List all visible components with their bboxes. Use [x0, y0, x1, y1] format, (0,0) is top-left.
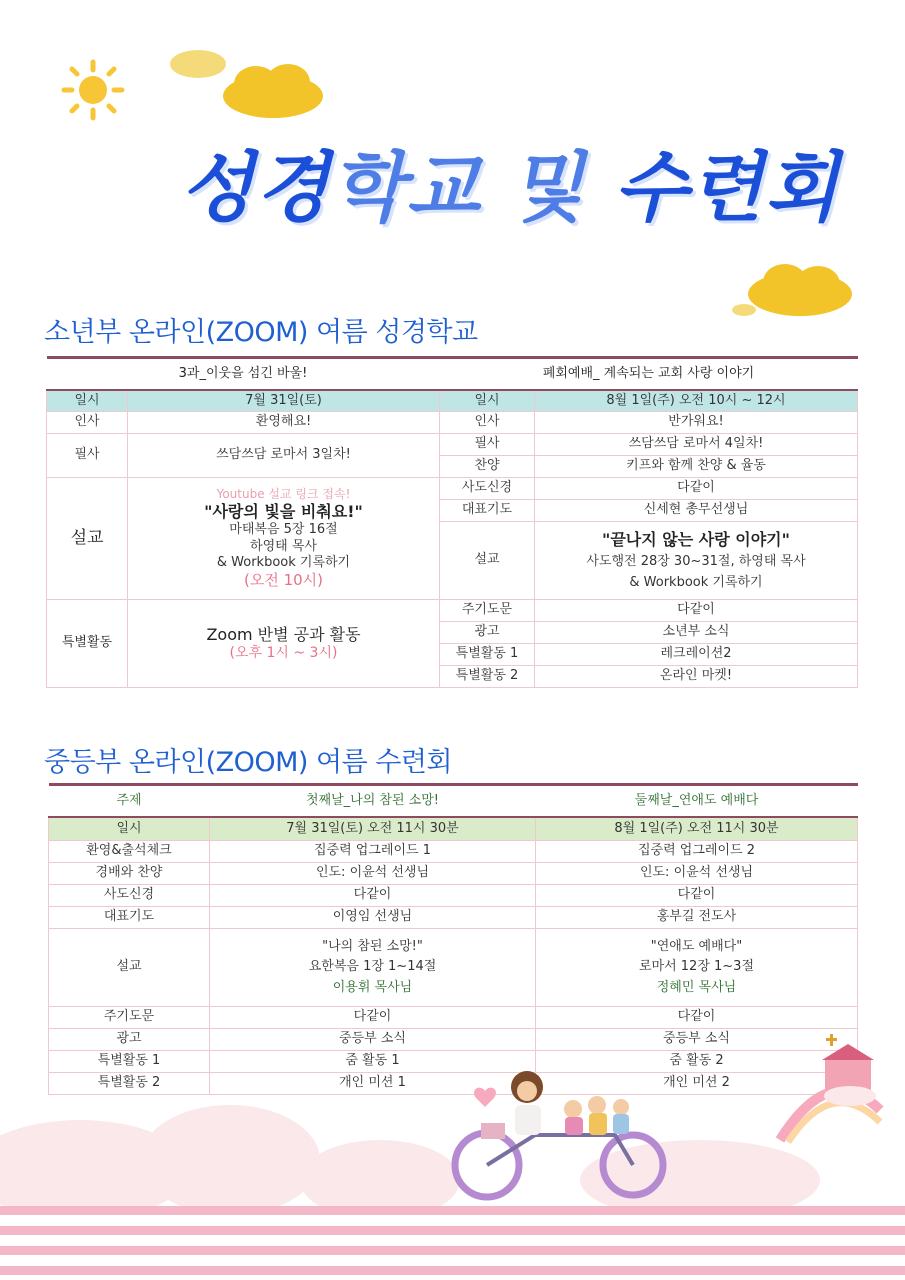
- right-date-label: 일시: [440, 390, 535, 412]
- left-sermon-label: 설교: [47, 478, 128, 600]
- row-day2: 줌 활동 2: [536, 1051, 858, 1073]
- row-day2: 중등부 소식: [536, 1029, 858, 1051]
- left-greeting-label: 인사: [47, 412, 128, 434]
- row-day1: 인도: 이윤석 선생님: [210, 863, 536, 885]
- activity-time: (오후 1시 ~ 3시): [229, 644, 338, 661]
- right-row-label: 필사: [440, 434, 535, 456]
- right-sermon-cell: [535, 522, 858, 600]
- row-day2: 인도: 이윤석 선생님: [536, 863, 858, 885]
- day1-theme: 첫째날_나의 참된 소망!: [210, 785, 536, 817]
- church-rainbow-icon: [770, 1030, 890, 1150]
- right-row-value: 소년부 소식: [535, 622, 858, 644]
- bottom-stripe: [0, 1266, 905, 1275]
- row-day1: 다같이: [210, 885, 536, 907]
- row-day2: 집중력 업그레이드 2: [536, 841, 858, 863]
- sermon-link-text: Youtube 설교 링크 접속!: [216, 487, 351, 502]
- bottom-stripe: [0, 1226, 905, 1235]
- sermon-title: "사랑의 빛을 비춰요!": [204, 502, 363, 522]
- day2-sermon-verse: 로마서 12장 1~3절: [638, 959, 755, 975]
- right-row-label: 광고: [440, 622, 535, 644]
- right-row-label: 인사: [440, 412, 535, 434]
- left-header: 3과_이웃을 섬긴 바울!: [47, 358, 440, 390]
- right-row-label: 사도신경: [440, 478, 535, 500]
- section1-schedule-table: [46, 356, 858, 688]
- left-greeting-value: 환영해요!: [128, 412, 440, 434]
- row-day1: 다같이: [210, 1007, 536, 1029]
- day1-sermon-pastor: 이용휘 목사님: [332, 979, 413, 995]
- day1-sermon-title: "나의 참된 소망!": [322, 939, 423, 955]
- right-header: 폐회예배_ 계속되는 교회 사랑 이야기: [440, 358, 858, 390]
- day1-date: 7월 31일(토) 오전 11시 30분: [210, 817, 536, 841]
- sermon-verse: 마태복음 5장 16절: [229, 522, 338, 538]
- right-row-value: 온라인 마켓!: [535, 666, 858, 688]
- row-label: 환영&출석체크: [49, 841, 210, 863]
- row-day2: 다같이: [536, 1007, 858, 1029]
- right-row-label: 주기도문: [440, 600, 535, 622]
- page-title: [180, 143, 880, 232]
- right-row-value: 반가워요!: [535, 412, 858, 434]
- section1-title: 소년부 온라인(ZOOM) 여름 성경학교: [44, 317, 478, 348]
- left-sermon-cell: [128, 478, 440, 600]
- bicycle-illustration-icon: [445, 1065, 670, 1205]
- section2-title: 중등부 온라인(ZOOM) 여름 수련회: [44, 747, 453, 778]
- row-day2: 개인 미션 2: [536, 1073, 858, 1095]
- right-row-value: 다같이: [535, 600, 858, 622]
- sermon-pastor: 하영태 목사: [250, 538, 317, 554]
- right-row-value: 쓰담쓰담 로마서 4일차!: [535, 434, 858, 456]
- row-label: 특별활동 2: [49, 1073, 210, 1095]
- left-activity-label: 특별활동: [47, 600, 128, 688]
- date-label: 일시: [49, 817, 210, 841]
- right-row-label: 특별활동 1: [440, 644, 535, 666]
- sermon-workbook: & Workbook 기록하기: [216, 554, 351, 570]
- right-row-value: 신세현 총무선생님: [535, 500, 858, 522]
- activity-value: Zoom 반별 공과 활동: [206, 624, 361, 644]
- right-sermon-verse: 사도행전 28장 30~31절, 하영태 목사: [586, 554, 806, 570]
- right-row-value: 키프와 함께 찬양 & 율동: [535, 456, 858, 478]
- sermon-label: 설교: [49, 929, 210, 1007]
- day1-sermon-verse: 요한복음 1장 1~14절: [308, 959, 437, 975]
- right-row-value: 다같이: [535, 478, 858, 500]
- row-day2: 다같이: [536, 885, 858, 907]
- row-day1: 개인 미션 1: [210, 1073, 536, 1095]
- left-activity-cell: [128, 600, 440, 688]
- row-day1: 이영임 선생님: [210, 907, 536, 929]
- right-sermon-title: "끝나지 않는 사랑 이야기": [602, 530, 790, 550]
- right-date-value: 8월 1일(주) 오전 10시 ~ 12시: [535, 390, 858, 412]
- day2-sermon-pastor: 정혜민 목사님: [656, 979, 737, 995]
- row-day2: 홍부길 전도사: [536, 907, 858, 929]
- title-part-1: 성경: [180, 143, 331, 232]
- left-copy-label: 필사: [47, 434, 128, 478]
- theme-label: 주제: [49, 785, 210, 817]
- left-date-label: 일시: [47, 390, 128, 412]
- row-label: 특별활동 1: [49, 1051, 210, 1073]
- left-date-value: 7월 31일(토): [128, 390, 440, 412]
- day1-sermon-cell: [210, 929, 536, 1007]
- row-day1: 중등부 소식: [210, 1029, 536, 1051]
- title-part-3: 수련회: [614, 143, 841, 232]
- right-row-label: 대표기도: [440, 500, 535, 522]
- section2-schedule-table: [48, 783, 858, 1095]
- cloud-icon: [168, 44, 328, 124]
- right-row-value: 레크레이션2: [535, 644, 858, 666]
- day2-sermon-cell: [536, 929, 858, 1007]
- title-part-2: 학교 및: [330, 143, 615, 232]
- left-copy-value: 쓰담쓰담 로마서 3일차!: [128, 434, 440, 478]
- row-day1: 집중력 업그레이드 1: [210, 841, 536, 863]
- sun-icon: [58, 58, 128, 122]
- row-label: 경배와 찬양: [49, 863, 210, 885]
- right-row-label: 찬양: [440, 456, 535, 478]
- row-label: 대표기도: [49, 907, 210, 929]
- right-row-label: 특별활동 2: [440, 666, 535, 688]
- right-sermon-workbook: & Workbook 기록하기: [629, 574, 763, 590]
- bottom-stripe: [0, 1206, 905, 1215]
- day2-date: 8월 1일(주) 오전 11시 30분: [536, 817, 858, 841]
- row-label: 광고: [49, 1029, 210, 1051]
- bottom-stripe: [0, 1246, 905, 1255]
- row-day1: 줌 활동 1: [210, 1051, 536, 1073]
- row-label: 사도신경: [49, 885, 210, 907]
- row-label: 주기도문: [49, 1007, 210, 1029]
- cloud-icon: [730, 262, 860, 324]
- right-sermon-label: 설교: [440, 522, 535, 600]
- day2-theme: 둘째날_연애도 예배다: [536, 785, 858, 817]
- sermon-time: (오전 10시): [243, 571, 324, 589]
- day2-sermon-title: "연애도 예배다": [650, 939, 743, 955]
